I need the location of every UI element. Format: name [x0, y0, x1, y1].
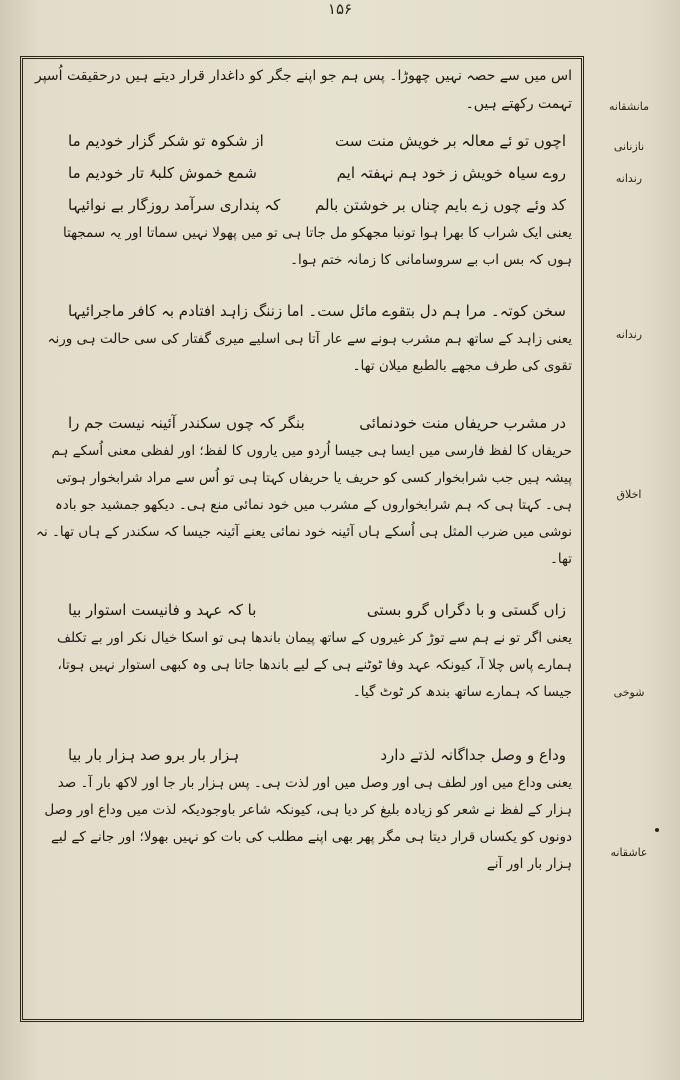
page-number: ۱۵۶	[327, 0, 353, 18]
verse-couplet	[28, 595, 578, 625]
verse-first-half: سخن کوتہ۔ مرا ہم دل بتقوے مائل ست۔ اما	[286, 302, 566, 320]
verse-second-half: ہزار بار برو صد ہزار بار بیا	[68, 746, 240, 764]
verse-first-half: زاں گستی و با دگراں گرو بستی	[366, 601, 566, 619]
verse-couplet	[28, 740, 578, 770]
commentary-paragraph: یعنی زاہد کے ساتھ ہم مشرب ہونے سے عار آتا ہی اسلیے میری گفتار کی سی حالت ہی ورنہ تقوی کی طرف مجھے بالطبع میلان تھا۔	[47, 331, 572, 374]
verse-second-half: زننگ زاہد افتادم بہ کافر ماجرائیہا	[68, 302, 283, 320]
commentary-paragraph: یعنی ایک شراب کا بھرا ہوا تونبا مجھکو مل جاتا ہی تو میں پھولا نہیں سماتا اور یہ سمجھتا ہوں کہ بس اب بے سروسامانی کا زمانہ ختم ہوا۔	[62, 225, 572, 268]
margin-note-7: عاشقانه	[610, 846, 648, 859]
margin-note-4: رندانه	[615, 328, 643, 341]
verse-couplet	[28, 408, 578, 438]
commentary-paragraph: یعنی اگر تو نے ہم سے توڑ کر غیروں کے ساتھ پیمان باندھا ہی تو اسکا خیال نکر اور بے تکلف ہمارے پاس چلا آ، کیونکہ عہد وفا ٹوٹنے ہی کے لیے باندھا جاتا ہی وہ کبھی استوار نہیں ہوتا، جیسا کہ ہمارے ساتھ بندھ کر ٹوٹ گیا۔	[56, 630, 572, 700]
verse-first-half: وداع و وصل جداگانہ لذتے دارد	[380, 746, 566, 764]
margin-note-1: مانشقانه	[609, 100, 649, 113]
verse-second-half: بنگر کہ چوں سکندر آئینہ نیست جم را	[68, 414, 305, 432]
verse-first-half: کد وئے چوں زے بایم چناں بر خوشتن بالم	[314, 196, 566, 214]
paragraph-intro: اس میں سے حصہ نہیں چھوڑا۔ پس ہم جو اپنے جگر کو داغدار قرار دیتے ہیں درحقیقت اُسپر تہمت رکھتے ہیں۔	[34, 68, 572, 112]
verse-couplet	[28, 158, 578, 188]
verse-first-half: روے سیاہ خویش ز خود ہم نہفتہ ایم	[336, 164, 566, 182]
verse-second-half: از شکوہ تو شکر گزار خودیم ما	[68, 132, 264, 150]
verse-couplet	[28, 190, 578, 220]
verse-first-half: اچوں تو ئے معالہ بر خویش منت ست	[334, 132, 566, 150]
margin-note-2: نازنانی	[613, 140, 645, 153]
margin-note-6: شوخی	[613, 686, 645, 699]
verse-first-half: در مشرب حریفاں منت خودنمائی	[359, 414, 566, 432]
verse-second-half: کہ پنداری سرآمد روزگار بے نوائیہا	[68, 196, 281, 214]
margin-note-5: اخلاق	[616, 488, 642, 501]
verse-couplet	[28, 296, 578, 326]
verse-second-half: شمع خموش کلبۂ تار خودیم ما	[68, 164, 257, 182]
ink-dot	[655, 828, 659, 832]
commentary-paragraph: حریفاں کا لفظ فارسی میں ایسا ہی جیسا اُردو میں یاروں کا لفظ؛ اور لفظی معنی اُسکے ہم پیشہ ہیں جب شرابخوار کسی کو حریف یا حریفاں کہتا ہی تو اُس سے مراد شرابخوار ہوتی ہی۔ کہتا ہی کہ ہم شرابخواروں کے مشرب میں خود نمائی منع ہی۔ دیکھو جمشید جو بادہ نوشی میں ضرب المثل ہی اُسکے ہاں آئینہ خود نمائی یعنے آئینہ جیسا کہ سکندر کے ہاں تھا۔ نہ تھا۔	[36, 443, 572, 567]
text-body	[28, 62, 578, 1017]
verse-second-half: با کہ عہد و فانیست استوار بیا	[68, 601, 257, 619]
commentary-paragraph: یعنی وداع میں اور لطف ہی اور وصل میں اور لذت ہی۔ پس ہزار بار جا اور لاکھ بار آ۔ صد ہزار کے لفظ نے شعر کو زیادہ بلیغ کر دیا ہی، کیونکہ شاعر باوجودیکہ لذت میں وداع اور وصل دونوں کو یکساں قرار دیتا ہی مگر پھر بھی اپنے مطلب کی بات کو نہیں بھولا؛ اور جانے کے لیے ہزار بار اور آنے	[44, 775, 572, 872]
margin-note-3: رندانه	[615, 172, 643, 185]
verse-couplet	[28, 126, 578, 156]
